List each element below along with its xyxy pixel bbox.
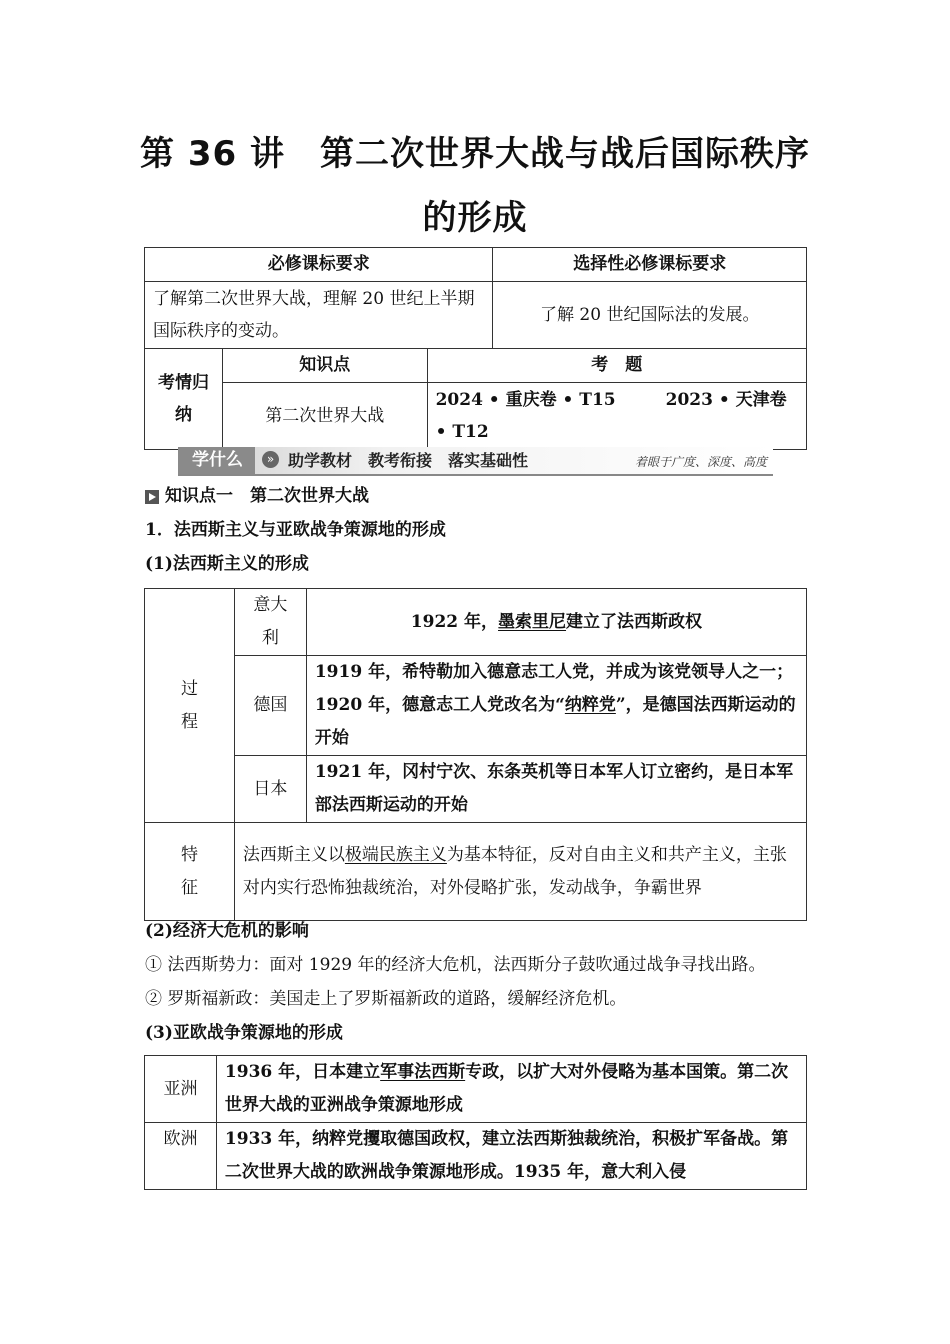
page-title-line1: 第 36 讲 第二次世界大战与战后国际秩序 <box>140 134 810 174</box>
exam-label: 考情归纳 <box>145 349 223 450</box>
crisis-item-2: ② 罗斯福新政：美国走上了罗斯福新政的道路，缓解经济危机。 <box>145 989 627 1009</box>
banner-items: 助学教材 教考衔接 落实基础性 <box>288 451 529 470</box>
feature-text <box>234 823 806 921</box>
subheading-1: 1．法西斯主义与亚欧战争策源地的形成 <box>145 520 446 540</box>
war-sources-table <box>144 1055 807 1190</box>
italy-text-pre: 1922 年， <box>410 611 499 632</box>
italy-label: 意大利 <box>234 589 306 656</box>
chevron-right-icon: » <box>262 451 279 468</box>
crisis-item-1: ① 法西斯势力：面对 1929 年的经济大危机，法西斯分子鼓吹通过战争寻找出路。 <box>145 955 766 975</box>
asia-label: 亚洲 <box>145 1056 217 1123</box>
feature-text-underlined: 极端民族主义 <box>344 844 447 865</box>
banner-right-text: 着眼于广度、深度、高度 <box>634 455 767 469</box>
required-header: 必修课标要求 <box>145 248 493 282</box>
asia-text-underlined: 军事法西斯 <box>380 1062 466 1082</box>
italy-text <box>306 589 806 656</box>
knowledge-header: 知识点 <box>222 349 427 383</box>
germany-text-underlined: 纳粹党 <box>564 695 616 715</box>
crisis-heading: (2)经济大危机的影响 <box>145 921 309 941</box>
knowledge-value: 第二次世界大战 <box>222 383 427 450</box>
war-sources-heading: (3)亚欧战争策源地的形成 <box>145 1023 343 1043</box>
fascism-table <box>144 588 807 921</box>
requirements-table <box>144 247 807 450</box>
section-heading <box>145 480 369 513</box>
europe-text: 1933 年，纳粹党攫取德国政权，建立法西斯独裁统治，积极扩军备战。第二次世界大战的欧洲战争策源地形成。1935 年，意大利入侵 <box>216 1123 806 1190</box>
exam-values <box>427 383 806 450</box>
asia-text-post: 专政，以扩大对外侵略为基本国策。第二次世界大战的亚洲战争策源地形成 <box>224 1062 789 1115</box>
feature-label: 特 征 <box>145 823 235 921</box>
japan-label: 日本 <box>234 756 306 823</box>
europe-label: 欧洲 <box>145 1123 217 1190</box>
japan-text: 1921 年，冈村宁次、东条英机等日本军人订立密约，是日本军部法西斯运动的开始 <box>306 756 806 823</box>
required-text: 了解第二次世界大战，理解 20 世纪上半期国际秩序的变动。 <box>145 282 493 349</box>
asia-text <box>216 1056 806 1123</box>
banner-tag: 学什么 <box>178 447 255 474</box>
germany-text-post: ”，是德国法西斯运动的开始 <box>314 695 796 748</box>
germany-label: 德国 <box>234 656 306 756</box>
subheading-1-1: (1)法西斯主义的形成 <box>145 554 309 574</box>
section-heading-text: 知识点一 第二次世界大战 <box>165 486 369 506</box>
italy-text-underlined: 墨索里尼 <box>498 611 567 632</box>
play-icon <box>145 490 159 504</box>
italy-text-post: 建立了法西斯政权 <box>566 611 703 632</box>
elective-header: 选择性必修课标要求 <box>493 248 807 282</box>
exam-value-1: 2024 • 重庆卷 • T15 <box>435 390 616 410</box>
exam-header: 考 题 <box>427 349 806 383</box>
elective-text: 了解 20 世纪国际法的发展。 <box>493 282 807 349</box>
germany-text <box>306 656 806 756</box>
exam-value-2: 2023 • 天津卷 • T12 <box>435 390 787 442</box>
asia-text-pre: 1936 年，日本建立 <box>224 1062 381 1082</box>
feature-text-pre: 法西斯主义以 <box>242 844 345 865</box>
germany-text-pre: 1919 年，希特勒加入德意志工人党，并成为该党领导人之一；1920 年，德意志工人党改名为“ <box>314 662 794 715</box>
page-title-line2: 的形成 <box>422 198 528 238</box>
process-label: 过 程 <box>145 589 235 823</box>
feature-text-post: 为基本特征，反对自由主义和共产主义，主张对内实行恐怖独裁统治，对外侵略扩张，发动战争，争霸世界 <box>242 844 787 898</box>
learn-banner <box>178 447 773 474</box>
